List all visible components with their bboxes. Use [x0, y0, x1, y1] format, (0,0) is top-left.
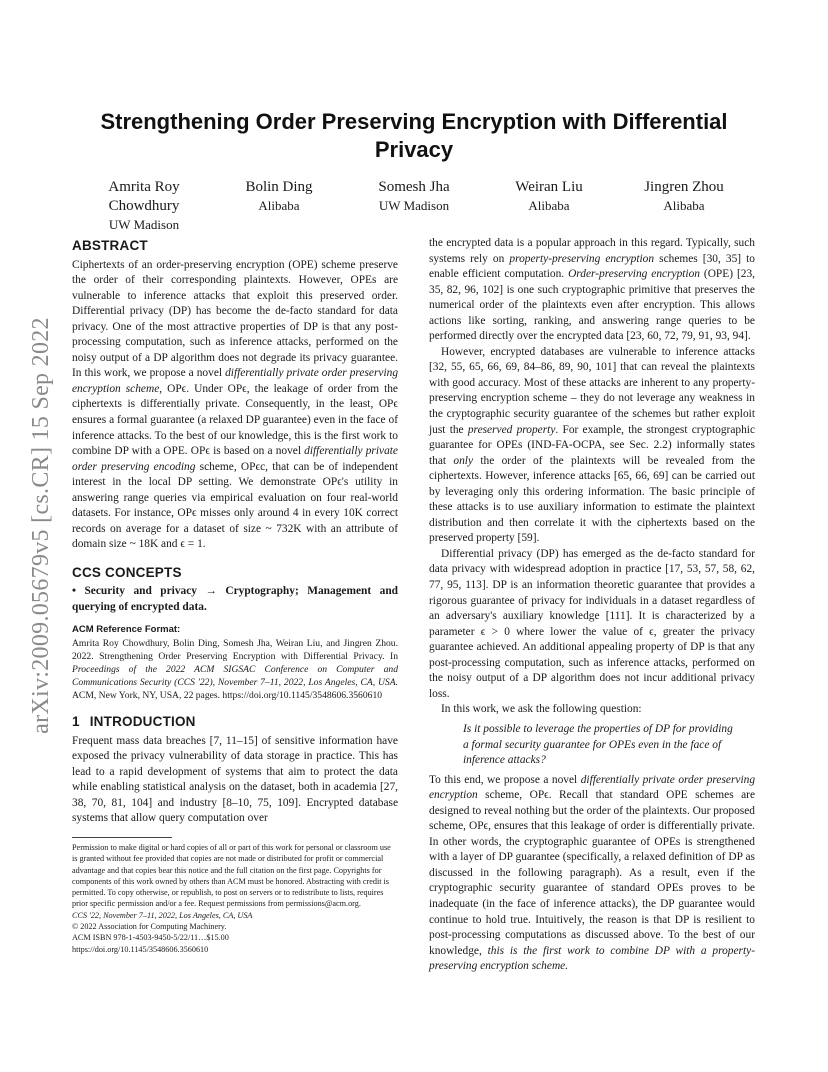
author-name: Somesh Jha — [378, 179, 450, 195]
arxiv-identifier — [24, 290, 58, 760]
abstract-heading: ABSTRACT — [72, 238, 148, 253]
author-name: Weiran Liu — [515, 179, 583, 195]
abstract-text: Ciphertexts of an order-preserving encryption (OPE) scheme preserve the order of their corresponding plaintexts. However, OPEs are vulnerable to inference attacks that exploit this preserved order. Differential privacy (DP) has become the de-facto standard for data privacy. One of the most attractive properties of DP is that any post-processing computation, such as inference attacks, performed on the noisy output of a DP algorithm does not degrade its privacy guarantee. In this work, we propose a novel differentially private order preserving encryption scheme, OPϵ. Under OPϵ, the leakage of order from the ciphertexts is differentially private. Consequently, in the least, OPϵ ensures a formal guarantee (a relaxed DP guarantee) even in the face of inference attacks. To the best of our knowledge, this is the first work to combine DP with a OPE. OPϵ is based on a novel differentially private order preserving encoding scheme, OPϵc, that can be of independent interest in the local DP setting. We demonstrate OPϵ's utility in answering range queries via empirical evaluation on four real-world datasets. For instance, OPϵ misses only around 4 in every 10K correct records on average for a dataset of size ~ 732K with an attribute of domain size ~ 18K and ϵ = 1. — [72, 258, 399, 551]
author-name: Jingren Zhou — [644, 179, 724, 195]
right-column — [429, 236, 755, 975]
author-block — [80, 178, 208, 233]
research-question: Is it possible to leverage the properties of DP for providing a formal security guarantee for OPEs even in the face of inference attacks? — [463, 722, 733, 767]
body-paragraph: Differential privacy (DP) has emerged as the de-facto standard for data privacy with widespread adoption in practice [17, 53, 57, 58, 62, 77, 95, 113]. DP is an information theoretic guarantee that provides a rigorous guarantee of privacy for individuals in a dataset regardless of an adversary's auxiliary knowledge [111]. It is characterized by a parameter ϵ > 0 where lower the value of ϵ, greater the privacy guarantee achieved. An additional appealing property of DP is that any post-processing computation, such as inference attacks, performed on the noisy output of a DP algorithm does not incur additional privacy loss. — [429, 547, 755, 700]
author-name: Amrita Roy Chowdhury — [108, 179, 180, 214]
ccs-heading: CCS CONCEPTS — [72, 564, 182, 580]
body-paragraph: To this end, we propose a novel differentially private order preserving encryption scheme, OPϵ. Recall that standard OPE schemes are designed to reveal nothing but the order of the plaintexts. Our proposed scheme, OPϵ, ensures that this leakage of order is differentially private. In other words, the cryptographic guarantee of OPEs is strengthened with a layer of DP guarantee (specifically, a relaxed definition of DP as discussed in the following paragraph). As a result, even if the cryptographic security guarantee of standard OPEs proves to be inadequate (in the face of inference attacks), the DP guarantee would continue to hold true. Intuitively, the reason is that DP is resilient to post-processing computations as discussed above. To the best of our knowledge, this is the first work to combine DP with a property-preserving encryption scheme. — [429, 773, 756, 973]
author-affiliation: UW Madison — [378, 198, 450, 213]
author-block — [350, 178, 478, 233]
permission-footnote: Permission to make digital or hard copies of all or part of this work for personal or classroom use is granted without fee provided that copies are not made or distributed for profit or commercial advantage and that copies bear this notice and the full citation on the first page. Copyrights for components of this work owned by others than ACM must be honored. Abstracting with credit is permitted. To copy otherwise, or republish, to post on servers or to redistribute to lists, requires prior specific permission and/or a fee. Request permissions from permissions@acm.org. CCS '22, November 7–11, 2022, Los Angeles, CA, USA © 2022 Association for Computing Machinery. ACM ISBN 978-1-4503-9450-5/22/11…$15.00 https://doi.org/10.1145/3548606.3560610 — [72, 842, 391, 954]
footnote-divider — [72, 837, 172, 838]
author-affiliation: Alibaba — [528, 198, 570, 213]
author-block — [485, 178, 613, 233]
arxiv-identifier-text: arXiv:2009.05679v5 [cs.CR] 15 Sep 2022 — [27, 316, 54, 734]
body-paragraph: However, encrypted databases are vulnerable to inference attacks [32, 55, 65, 66, 69, 84–86, 89, 90, 101] that can reveal the plaintexts with good accuracy. Most of these attacks are inherent to any property-preserving encryption scheme – they do not leverage any weakness in the cryptographic security guarantee of the schemes but rather exploit just the preserved property. For example, the strongest cryptographic guarantee for OPEs (IND-FA-OCPA, see Sec. 2.2) informally states that only the order of the plaintexts will be revealed from the ciphertexts. However, inference attacks [65, 66, 69] can be carried out by leveraging only this ordering information. The basic principle of these attacks is to use auxiliary information to estimate the plaintext distribution and then correlate it with the ciphertexts based on the preserved property [59]. — [429, 345, 755, 545]
author-block — [215, 178, 343, 233]
author-affiliation: Alibaba — [258, 198, 300, 213]
author-block — [620, 178, 748, 233]
body-paragraph: In this work, we ask the following question: — [441, 703, 642, 716]
intro-paragraph: Frequent mass data breaches [7, 11–15] of sensitive information have exposed the privacy vulnerability of data storage in practice. This has lead to a rapid development of systems that aim to protect the data while enabling statistical analysis on the dataset, both in academia [27, 38, 70, 81, 104] and industry [8–10, 75, 109]. Encrypted database systems that allow query computation over — [72, 734, 398, 825]
body-paragraph: the encrypted data is a popular approach in this regard. Typically, such systems rely on property-preserving encryption schemes [30, 35] to enable efficient computation. Order-preserving encryption (OPE) [23, 35, 82, 96, 102] is one such cryptographic primitive that preserves the numerical order of the plaintexts even after encryption. This allows actions like sorting, ranking, and answering range queries to be performed directly over the encrypted data [23, 60, 72, 79, 91, 93, 94]. — [429, 237, 755, 343]
left-column — [72, 238, 398, 955]
ccs-concepts: • Security and privacy → Cryptography; Management and querying of encrypted data. — [72, 585, 398, 614]
intro-heading: 1 INTRODUCTION — [72, 714, 196, 730]
acm-reference-text: Amrita Roy Chowdhury, Bolin Ding, Somesh Jha, Weiran Liu, and Jingren Zhou. 2022. Strengthening Order Preserving Encryption with Differential Privacy. In Proceedings of the 2022 ACM SIGSAC Conference on Computer and Communications Security (CCS '22), November 7–11, 2022, Los Angeles, CA, USA. ACM, New York, NY, USA, 22 pages. https://doi.org/10.1145/3548606.3560610 — [72, 638, 398, 702]
author-affiliation: Alibaba — [663, 198, 705, 213]
acm-reference-label: ACM Reference Format: — [72, 623, 181, 635]
paper-title: Strengthening Order Preserving Encryption with Differential Privacy — [100, 109, 728, 162]
author-name: Bolin Ding — [245, 179, 313, 195]
author-list — [80, 178, 748, 233]
author-affiliation: UW Madison — [108, 217, 180, 232]
